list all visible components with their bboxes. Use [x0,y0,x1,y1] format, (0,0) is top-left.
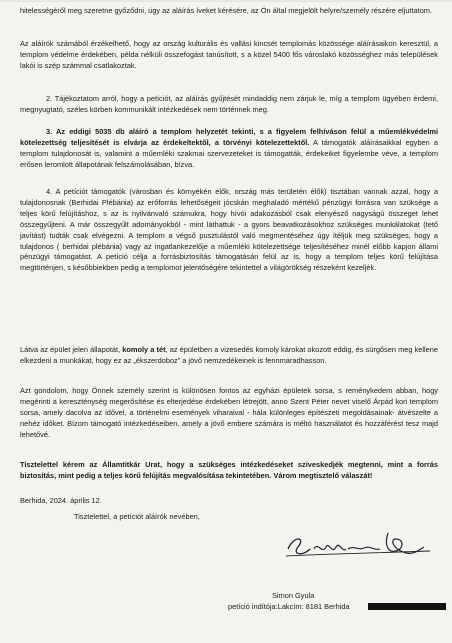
point-3-bold-text: 3. Az eddigi 5035 db aláíró a templom helyzetét tekinti, s a figyelem felhíváson felül a műemlékvédelmi kötelezettség teljesítését is elvárja az érdekeltektől, a törvényi kötelezettektől. [20,127,438,147]
paragraph-intro: hitelességéről meg szeretne győződni, úgy az aláírás íveket kérésére, az Ön által megjelölt helyre/személy részére eljuttatom. [20,6,433,15]
signer-name: Simon Gyula [272,591,315,600]
request-bold-a: Tisztelettel [20,460,59,469]
paragraph-point-4: 4. A petíciót támogatók (városban és környékén élők, ország más területén élők) tisztában vannak azzal, hogy a tulajdonosnak (Berhidai Plébánia) az erőforrás lehetőségeit jócskán meghaladó mértékű pénzügyi forrásra van szüksége a teljes körű felújításhoz, s az is nyilvánvaló számukra, hogy hívói adakozásból csak elenyésző nagyságú összeget lehet összegyűjteni. A már összegyűlt adományokból - mint láthattuk - a gyors beavatkozásokhoz szükséges munkálatokat (tető javítást) tudták csak elvégezni. A templom a végső pusztulástól való megmentéséhez úgy ítéljük meg szükséges, hogy a tulajdonos ( berhidai plébánia) vagy az ingatlankezelője a műemléki kötelezettsége teljesítéséhez minél előbb kapjon állami pénzügyi támogatást. A petíció célja a forrásbiztosítás támogatásán felül az is, hogy a templom teljes körű felújítása megtörténjen, s későbbiekben pedig a templomot jelentőségére tekintettel a világörökség részeként kezeljék. [20,187,438,273]
paragraph-request [20,460,438,482]
page-top-edge [0,0,452,2]
date-line: Berhida, 2024. április 12. [20,496,102,505]
stakes-text-b: , az épületben a vizesedés komoly károkat okozott eddig, és sürgősen meg kellene elkezdeni a munkákat, hogy ez az „ékszerdoboz” a jövő nemzedékeinek is fennmaradhasson. [20,345,439,365]
signer-role: petíció indítója:Lakcím: 8181 Berhida [228,602,350,611]
paragraph-hope: Azt gondolom, hogy Önnek személy szerint is különösen fontos az egyházi épületek sorsa, s reménykedem abban, hogy megérinti a kereszténység megerősítése és elterjedése érdekében létrejött, anno Szent Péter nevet viselő Árpád kori templom sorsa, amely dacolva az idővel, a történelmi események viharaival - hála különleges építészeti megoldásainak- átvészelte a nehéz időket. Bízom támogató intézkedéseiben, amely a jövő embere számára is méltó használatot és hozzáférést tesz majd lehetővé. [20,386,438,439]
request-bold-b: kérem az Államtitkár Urat, hogy a szükséges intézkedéseket szíveskedjék megtenni, mint a forrás biztosítás, mint pedig a teljes körű felújítás megvalósítása tekintetében. Várom megtisztelő válaszát! [20,460,438,480]
stakes-bold-text: komoly a tét [122,345,166,354]
paragraph-point-2: 2. Tájékoztatom arról, hogy a petíciót, az aláírás gyűjtését mindaddig nem zárjuk le, míg a templom ügyében érdemi, megnyugtató, széles körben kommunikált intézkedések nem történnek meg. [20,94,438,114]
redaction-bar [368,603,446,610]
stakes-text-a: Látva az épület jelen állapotát, [20,345,123,354]
paragraph-stakes [20,345,438,367]
point-3-rest-text: A támogatók aláírásaikkal egyben a templom tulajdonosát is, valamint a műemléki szakmai szervezeteket is támogatták, érdekeiket figyelembe véve, a templom erősen leromlott állapotának felszámolásában, bízva. [20,137,439,169]
handwritten-signature [284,527,434,561]
closing-line: Tisztelettel, a petíciót aláírók nevében, [74,512,200,521]
paragraph-point-3 [20,127,438,171]
paragraph-signers: Az aláírók számából érzékelhető, hogy az ország kulturális és vallási kincsét templomás közössége aláírásaikon keresztül, a templom védelme érdekében, példa nélküli összefogást tanúsított, s a közel 5400 fős városlakó közösséghez más települések lakói is szép számmal csatlakoztak. [20,39,438,70]
